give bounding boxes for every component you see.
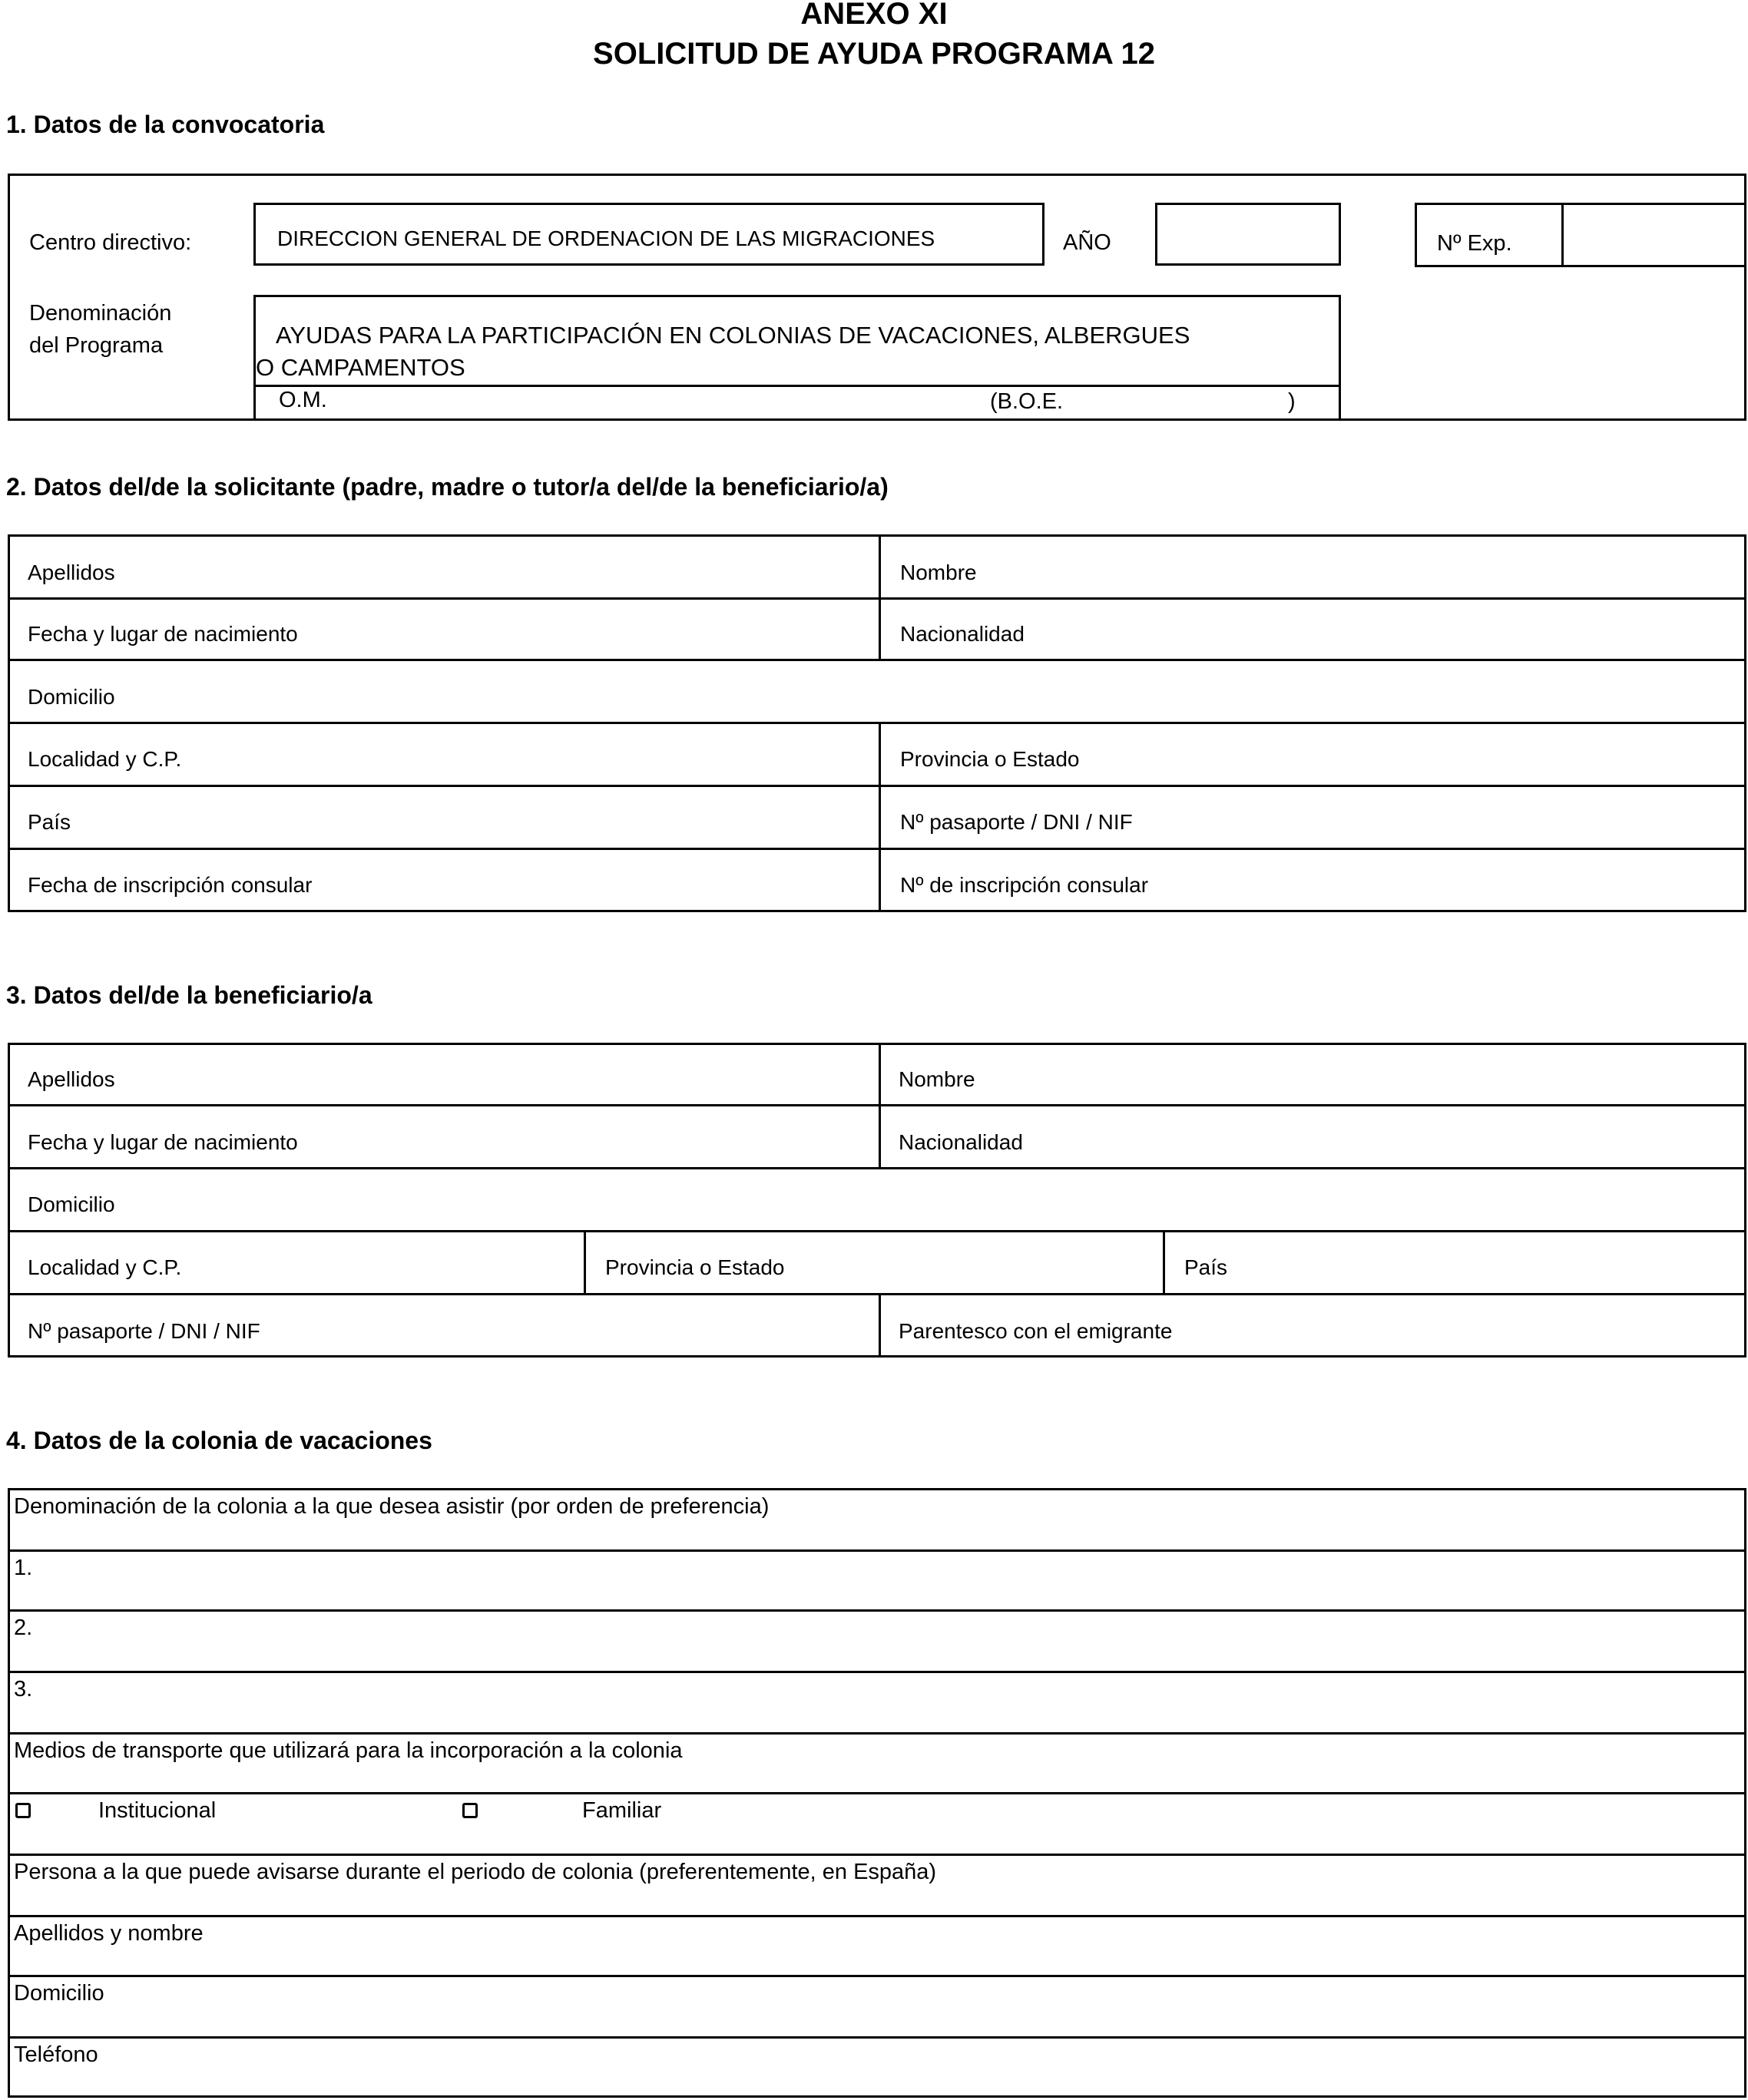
centro-value: DIRECCION GENERAL DE ORDENACION DE LAS MIGRACIONES [277,227,935,250]
s3-vdivider-a [879,1043,881,1169]
s4-line-2 [8,1609,1746,1612]
s2-vdivider-b [879,722,881,912]
annex-title: ANEXO XI [800,0,948,31]
exp-label: Nº Exp. [1437,231,1512,256]
s3-line-1 [8,1104,1746,1106]
s2-nombre[interactable]: Nombre [900,561,977,584]
section3-heading: 3. Datos del/de la beneficiario/a [6,981,372,1009]
programa-line-1: AYUDAS PARA LA PARTICIPACIÓN EN COLONIAS DE VACACIONES, ALBERGUES [276,322,1190,349]
boe-close: ) [1288,389,1296,414]
s3-provincia[interactable]: Provincia o Estado [605,1255,785,1279]
institucional-label: Institucional [98,1798,217,1823]
s4-line-5 [8,1792,1746,1794]
s4-line-3 [8,1671,1746,1673]
institucional-checkbox[interactable] [15,1803,31,1818]
programa-divider [256,385,1339,387]
familiar-checkbox[interactable] [462,1803,478,1818]
s2-fecha-inscripcion[interactable]: Fecha de inscripción consular [28,873,313,897]
programa-field [253,295,1341,421]
s2-line-3 [8,722,1746,724]
s4-apellidos-nombre[interactable]: Apellidos y nombre [14,1921,204,1946]
s4-denominacion: Denominación de la colonia a la que desea asistir (por orden de preferencia) [14,1494,770,1519]
s3-localidad[interactable]: Localidad y C.P. [28,1255,182,1279]
s4-option-3[interactable]: 3. [14,1677,33,1701]
s2-localidad[interactable]: Localidad y C.P. [28,747,182,771]
s3-vdivider-c [1163,1230,1165,1295]
s4-line-1 [8,1549,1746,1552]
s2-provincia[interactable]: Provincia o Estado [900,747,1080,771]
s3-nombre[interactable]: Nombre [899,1067,975,1091]
s2-fecha-lugar[interactable]: Fecha y lugar de nacimiento [28,622,298,646]
anio-label: AÑO [1063,230,1111,255]
exp-box [1415,203,1746,267]
s3-parentesco[interactable]: Parentesco con el emigrante [899,1319,1173,1343]
s2-apellidos[interactable]: Apellidos [28,561,115,584]
s4-telefono[interactable]: Teléfono [14,2042,98,2067]
s3-line-4 [8,1293,1746,1295]
s3-line-2 [8,1167,1746,1169]
exp-field[interactable] [1564,203,1746,267]
denominacion-label-2: del Programa [29,333,164,358]
s2-pasaporte[interactable]: Nº pasaporte / DNI / NIF [900,810,1133,834]
s3-vdivider-b [584,1230,586,1295]
programa-line-2: O CAMPAMENTOS [256,354,465,381]
s2-vdivider-a [879,534,881,660]
s3-line-3 [8,1230,1746,1232]
centro-label: Centro directivo: [29,230,192,255]
s3-nacionalidad[interactable]: Nacionalidad [899,1130,1023,1154]
s2-num-inscripcion[interactable]: Nº de inscripción consular [900,873,1149,897]
s4-domicilio[interactable]: Domicilio [14,1981,104,2006]
s2-line-4 [8,785,1746,787]
s3-domicilio[interactable]: Domicilio [28,1192,115,1216]
section4-heading: 4. Datos de la colonia de vacaciones [6,1427,432,1454]
s4-transporte: Medios de transporte que utilizará para la incorporación a la colonia [14,1738,683,1763]
section3-box [8,1043,1746,1358]
s2-line-5 [8,848,1746,850]
s2-pais[interactable]: País [28,810,71,834]
familiar-label: Familiar [582,1798,662,1823]
s4-option-2[interactable]: 2. [14,1616,33,1640]
s3-apellidos[interactable]: Apellidos [28,1067,115,1091]
s4-line-8 [8,1975,1746,1977]
s2-nacionalidad[interactable]: Nacionalidad [900,622,1025,646]
anio-field[interactable] [1155,203,1341,266]
denominacion-label-1: Denominación [29,301,172,326]
form-title: SOLICITUD DE AYUDA PROGRAMA 12 [593,37,1155,71]
s3-vdivider-d [879,1293,881,1358]
s4-line-7 [8,1915,1746,1917]
s4-line-6 [8,1854,1746,1856]
s3-pais[interactable]: País [1184,1255,1228,1279]
boe-label[interactable]: (B.O.E. [990,389,1064,414]
s2-line-1 [8,597,1746,600]
section2-heading: 2. Datos del/de la solicitante (padre, madre o tutor/a del/de la beneficiario/a) [6,473,889,501]
om-label[interactable]: O.M. [279,388,327,412]
s3-fecha-lugar[interactable]: Fecha y lugar de nacimiento [28,1130,298,1154]
s2-domicilio[interactable]: Domicilio [28,685,115,709]
s4-persona: Persona a la que puede avisarse durante el periodo de colonia (preferentemente, en España) [14,1860,937,1884]
s2-line-2 [8,659,1746,661]
s4-line-4 [8,1732,1746,1735]
centro-field[interactable] [253,203,1044,266]
section1-heading: 1. Datos de la convocatoria [6,111,325,138]
s4-option-1[interactable]: 1. [14,1556,33,1580]
s3-pasaporte[interactable]: Nº pasaporte / DNI / NIF [28,1319,260,1343]
s4-line-9 [8,2036,1746,2039]
